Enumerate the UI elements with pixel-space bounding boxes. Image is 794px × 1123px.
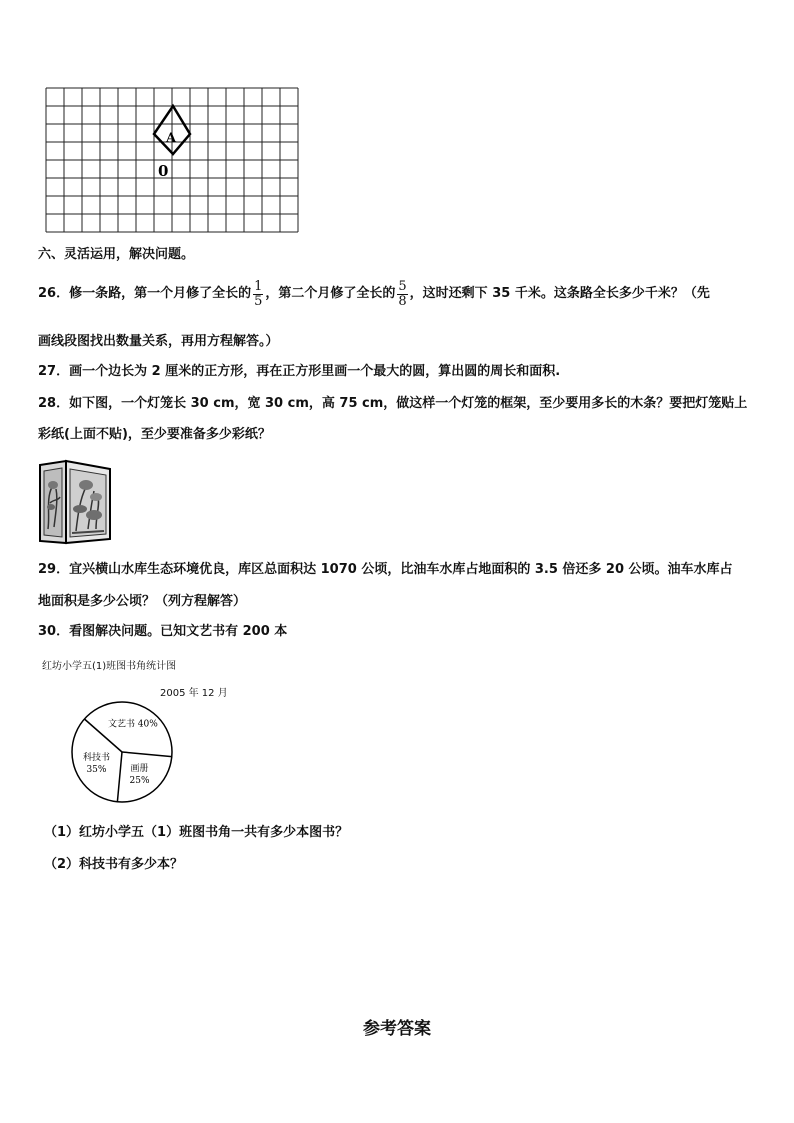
lantern-image (36, 459, 114, 547)
q26-fraction-2 (397, 280, 407, 309)
q26-frac2-num: 5 (398, 278, 407, 294)
question-28-line2: 彩纸(上面不贴)，至少要准备多少彩纸？ (38, 427, 271, 442)
pie-slice-label: 画册 25% (129, 764, 150, 787)
pie-chart (66, 700, 182, 808)
shape-a-label: A (166, 131, 177, 146)
origin-label: 0 (158, 162, 169, 180)
q26-text-b: ，第二个月修了全长的 (265, 286, 396, 301)
q26-text-c: ，这时还剩下 35 千米。这条路全长多少千米？（先 (409, 286, 710, 301)
section-6-title (38, 246, 768, 264)
answer-title: 参考答案 (363, 1019, 431, 1039)
q26-frac2-den: 8 (398, 293, 407, 309)
q26-frac1-den: 5 (254, 293, 263, 309)
question-30-sub2: （2）科技书有多少本？ (44, 857, 184, 872)
pie-slice-label: 科技书 35% (82, 753, 110, 776)
question-30-sub1: （1）红坊小学五（1）班图书角一共有多少本图书？ (44, 825, 349, 840)
question-28-line1: 28．如下图，一个灯笼长 30 cm，宽 30 cm，高 75 cm，做这样一个灯笼的框架，至少要用多长的木条？要把灯笼贴上 (38, 396, 748, 411)
question-26 (38, 276, 768, 312)
pie-slice-label: 文艺书 40% (107, 719, 158, 730)
q26-fraction-1 (253, 280, 263, 309)
question-29-line2: 地面积是多少公顷？（列方程解答） (38, 594, 247, 609)
chart-subtitle: 2005 年 12 月 (160, 688, 228, 699)
question-27: 27．画一个边长为 2 厘米的正方形，再在正方形里画一个最大的圆，算出圆的周长和面积. (38, 364, 561, 379)
chart-title: 红坊小学五(1)班图书角统计图 (42, 661, 177, 672)
question-30: 30．看图解决问题。已知文艺书有 200 本 (38, 624, 288, 639)
q26-text-a: 26．修一条路，第一个月修了全长的 (38, 286, 252, 301)
grid-figure (44, 86, 300, 234)
q26-frac1-num: 1 (254, 278, 263, 294)
question-26-line2: 画线段图找出数量关系，再用方程解答。） (38, 334, 279, 349)
section-6-title-text: 六、灵活运用，解决问题。 (38, 247, 195, 262)
question-29-line1: 29．宜兴横山水库生态环境优良，库区总面积达 1070 公顷，比油车水库占地面积的 3.5 倍还多 20 公顷。油车水库占 (38, 562, 733, 577)
